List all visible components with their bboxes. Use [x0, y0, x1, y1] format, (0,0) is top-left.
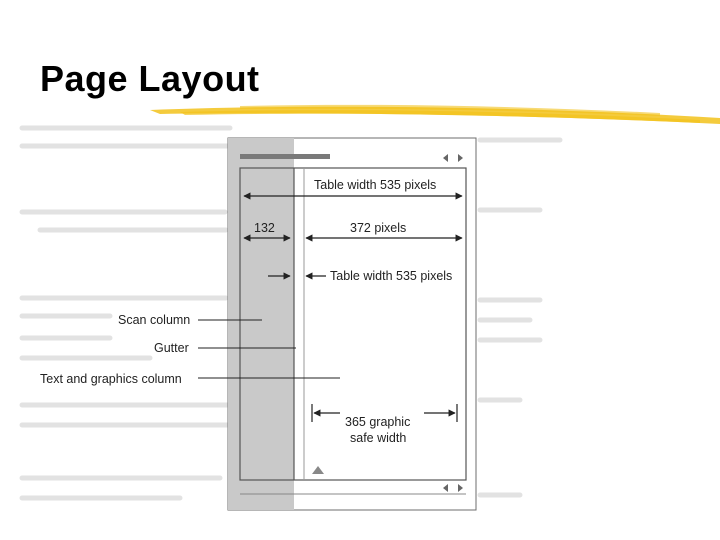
safe-width-label-line1: 365 graphic: [345, 415, 411, 429]
table-width-top-label: Table width 535 pixels: [314, 178, 437, 192]
safe-width-label-line2: safe width: [350, 431, 407, 445]
table-width-mid-label: Table width 535 pixels: [330, 269, 453, 283]
content-width-label: 372 pixels: [350, 221, 407, 235]
title-bar: [240, 154, 330, 159]
text-graphics-column-label: Text and graphics column: [40, 372, 182, 386]
scan-column-label: Scan column: [118, 313, 191, 327]
scan-width-label: 132: [254, 221, 275, 235]
slide-title: Page Layout: [40, 58, 260, 99]
scan-column-band: [228, 138, 294, 510]
gutter-label: Gutter: [154, 341, 189, 355]
